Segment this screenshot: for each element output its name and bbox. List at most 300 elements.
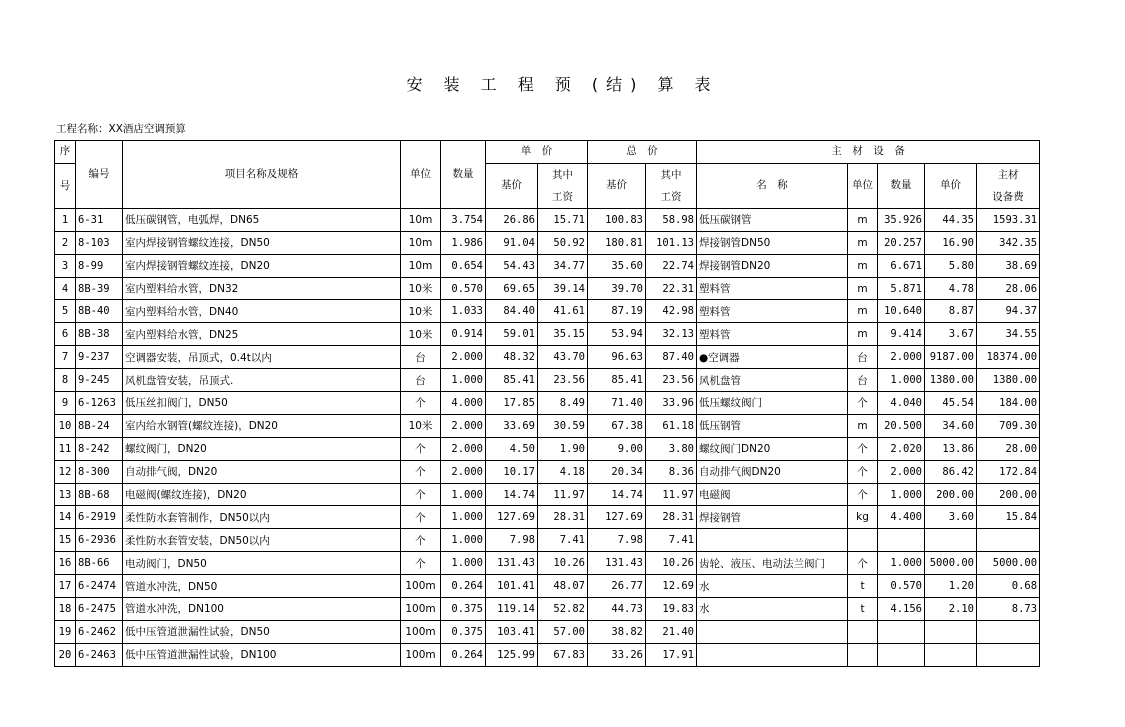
cell-unit-price-labor: 15.71: [538, 208, 588, 231]
table-row: [55, 529, 1040, 552]
cell-material-fee: 1380.00: [977, 369, 1040, 392]
cell-material-unit: m: [848, 208, 878, 231]
header-unit-price: 单 价: [486, 141, 588, 164]
cell-total-price-labor: 21.40: [646, 620, 697, 643]
cell-unit-price-base: 91.04: [486, 231, 538, 254]
cell-unit: 台: [401, 346, 441, 369]
cell-unit: 10米: [401, 323, 441, 346]
cell-material-unit: t: [848, 598, 878, 621]
cell-material-qty: 1.000: [878, 552, 925, 575]
cell-material-price: [925, 620, 977, 643]
cell-code: 6-31: [76, 208, 123, 231]
cell-unit-price-labor: 50.92: [538, 231, 588, 254]
cell-material-fee: 709.30: [977, 414, 1040, 437]
header-total-price-labor-bottom: 工资: [660, 190, 682, 203]
cell-quantity: 0.654: [441, 254, 486, 277]
cell-total-price-labor: 12.69: [646, 575, 697, 598]
cell-item-name: 室内焊接钢管螺纹连接，DN20: [123, 254, 401, 277]
cell-material-unit: 个: [848, 460, 878, 483]
cell-material-qty: 4.400: [878, 506, 925, 529]
cell-item-name: 低压碳钢管，电弧焊，DN65: [123, 208, 401, 231]
cell-unit-price-labor: 43.70: [538, 346, 588, 369]
cell-material-fee: 34.55: [977, 323, 1040, 346]
cell-material-price: 44.35: [925, 208, 977, 231]
cell-item-name: 柔性防水套管安装，DN50以内: [123, 529, 401, 552]
header-material-fee: [977, 163, 1040, 208]
cell-total-price-base: 26.77: [588, 575, 646, 598]
cell-material-qty: 2.000: [878, 346, 925, 369]
cell-total-price-labor: 17.91: [646, 643, 697, 666]
cell-seq: 1: [55, 208, 76, 231]
project-name: 工程名称：XX酒店空调预算: [56, 123, 186, 135]
header-quantity: 数量: [441, 141, 486, 209]
table-row: [55, 552, 1040, 575]
cell-total-price-base: 9.00: [588, 437, 646, 460]
cell-material-fee: 94.37: [977, 300, 1040, 323]
table-row: [55, 323, 1040, 346]
cell-material-unit: m: [848, 277, 878, 300]
cell-unit-price-labor: 41.61: [538, 300, 588, 323]
cell-material-name: 电磁阀: [697, 483, 848, 506]
cell-seq: 11: [55, 437, 76, 460]
cell-item-name: 低中压管道泄漏性试验，DN50: [123, 620, 401, 643]
cell-item-name: 室内焊接钢管螺纹连接，DN50: [123, 231, 401, 254]
cell-material-name: 自动排气阀DN20: [697, 460, 848, 483]
cell-material-fee: 15.84: [977, 506, 1040, 529]
cell-total-price-labor: 22.31: [646, 277, 697, 300]
cell-unit: 100m: [401, 575, 441, 598]
cell-item-name: 室内塑料给水管，DN40: [123, 300, 401, 323]
cell-unit-price-base: 48.32: [486, 346, 538, 369]
cell-item-name: 低中压管道泄漏性试验，DN100: [123, 643, 401, 666]
cell-material-unit: 个: [848, 552, 878, 575]
cell-material-unit: 个: [848, 392, 878, 415]
cell-seq: 6: [55, 323, 76, 346]
cell-material-name: 齿轮、液压、电动法兰阀门: [697, 552, 848, 575]
cell-unit: 100m: [401, 643, 441, 666]
cell-unit-price-labor: 67.83: [538, 643, 588, 666]
cell-material-price: 16.90: [925, 231, 977, 254]
cell-code: 8-99: [76, 254, 123, 277]
header-unit-price-labor: [538, 163, 588, 208]
cell-code: 8B-40: [76, 300, 123, 323]
cell-material-qty: 2.020: [878, 437, 925, 460]
cell-total-price-base: 67.38: [588, 414, 646, 437]
cell-total-price-labor: 10.26: [646, 552, 697, 575]
cell-quantity: 2.000: [441, 437, 486, 460]
cell-material-name: ●空调器: [697, 346, 848, 369]
cell-material-price: 8.87: [925, 300, 977, 323]
table-row: [55, 277, 1040, 300]
cell-material-name: [697, 643, 848, 666]
cell-unit-price-base: 119.14: [486, 598, 538, 621]
cell-unit-price-base: 14.74: [486, 483, 538, 506]
table-row: [55, 506, 1040, 529]
cell-material-unit: 台: [848, 346, 878, 369]
table-row: [55, 437, 1040, 460]
cell-unit-price-base: 26.86: [486, 208, 538, 231]
cell-material-fee: 8.73: [977, 598, 1040, 621]
cell-total-price-base: 53.94: [588, 323, 646, 346]
header-seq-bottom: 号: [55, 163, 76, 208]
cell-material-qty: 6.671: [878, 254, 925, 277]
table-row: [55, 300, 1040, 323]
cell-quantity: 0.375: [441, 620, 486, 643]
table-row: [55, 231, 1040, 254]
cell-material-fee: 1593.31: [977, 208, 1040, 231]
cell-unit-price-labor: 23.56: [538, 369, 588, 392]
cell-quantity: 2.000: [441, 460, 486, 483]
cell-unit-price-labor: 57.00: [538, 620, 588, 643]
cell-item-name: 电动阀门，DN50: [123, 552, 401, 575]
cell-code: 6-2474: [76, 575, 123, 598]
cell-total-price-labor: 3.80: [646, 437, 697, 460]
cell-unit-price-base: 131.43: [486, 552, 538, 575]
cell-material-unit: m: [848, 231, 878, 254]
cell-code: 9-237: [76, 346, 123, 369]
header-row-1: [55, 141, 1040, 164]
cell-material-fee: 0.68: [977, 575, 1040, 598]
cell-quantity: 2.000: [441, 414, 486, 437]
cell-seq: 19: [55, 620, 76, 643]
cell-material-fee: 28.00: [977, 437, 1040, 460]
cell-material-price: 4.78: [925, 277, 977, 300]
cell-total-price-base: 35.60: [588, 254, 646, 277]
cell-unit: 100m: [401, 598, 441, 621]
cell-material-name: 水: [697, 575, 848, 598]
cell-material-qty: 1.000: [878, 483, 925, 506]
cell-quantity: 4.000: [441, 392, 486, 415]
cell-material-qty: 35.926: [878, 208, 925, 231]
cell-material-fee: 5000.00: [977, 552, 1040, 575]
cell-material-qty: 0.570: [878, 575, 925, 598]
cell-material-qty: [878, 643, 925, 666]
table-row: [55, 620, 1040, 643]
cell-unit-price-base: 59.01: [486, 323, 538, 346]
cell-material-price: 86.42: [925, 460, 977, 483]
cell-material-price: 1380.00: [925, 369, 977, 392]
cell-seq: 2: [55, 231, 76, 254]
cell-quantity: 1.000: [441, 483, 486, 506]
cell-material-qty: 10.640: [878, 300, 925, 323]
cell-material-qty: 20.500: [878, 414, 925, 437]
cell-material-fee: 172.84: [977, 460, 1040, 483]
cell-material-unit: m: [848, 300, 878, 323]
cell-unit: 10米: [401, 414, 441, 437]
header-total-price-base: 基价: [588, 163, 646, 208]
cell-seq: 8: [55, 369, 76, 392]
cell-unit: 个: [401, 552, 441, 575]
table-row: [55, 643, 1040, 666]
header-total-price: 总 价: [588, 141, 697, 164]
cell-unit: 10米: [401, 277, 441, 300]
cell-material-unit: kg: [848, 506, 878, 529]
table-row: [55, 392, 1040, 415]
cell-unit: 10m: [401, 231, 441, 254]
cell-code: 8-103: [76, 231, 123, 254]
cell-seq: 5: [55, 300, 76, 323]
cell-unit-price-labor: 35.15: [538, 323, 588, 346]
cell-total-price-labor: 11.97: [646, 483, 697, 506]
cell-code: 9-245: [76, 369, 123, 392]
cell-unit: 10m: [401, 208, 441, 231]
cell-unit-price-labor: 34.77: [538, 254, 588, 277]
header-unit: 单位: [401, 141, 441, 209]
header-material-price: 单价: [925, 163, 977, 208]
cell-unit-price-labor: 52.82: [538, 598, 588, 621]
header-material-name: 名 称: [697, 163, 848, 208]
cell-quantity: 1.000: [441, 506, 486, 529]
cell-unit: 个: [401, 529, 441, 552]
cell-total-price-labor: 33.96: [646, 392, 697, 415]
cell-material-unit: m: [848, 254, 878, 277]
cell-material-name: 塑料管: [697, 277, 848, 300]
cell-material-name: 低压碳钢管: [697, 208, 848, 231]
cell-unit: 个: [401, 392, 441, 415]
cell-material-unit: 个: [848, 483, 878, 506]
header-total-price-labor-top: 其中: [660, 168, 682, 181]
cell-material-fee: 200.00: [977, 483, 1040, 506]
cell-item-name: 低压丝扣阀门，DN50: [123, 392, 401, 415]
header-item-name: 项目名称及规格: [123, 141, 401, 209]
cell-unit-price-labor: 30.59: [538, 414, 588, 437]
header-material-unit: 单位: [848, 163, 878, 208]
cell-code: 6-2936: [76, 529, 123, 552]
table-body: [55, 208, 1040, 666]
table-row: [55, 254, 1040, 277]
cell-total-price-labor: 8.36: [646, 460, 697, 483]
table-row: [55, 414, 1040, 437]
cell-material-unit: t: [848, 575, 878, 598]
cell-code: 8-242: [76, 437, 123, 460]
header-material-qty: 数量: [878, 163, 925, 208]
cell-code: 8B-66: [76, 552, 123, 575]
cell-unit-price-base: 127.69: [486, 506, 538, 529]
cell-item-name: 管道水冲洗，DN100: [123, 598, 401, 621]
cell-quantity: 1.986: [441, 231, 486, 254]
cell-material-name: 焊接钢管DN50: [697, 231, 848, 254]
cell-unit-price-labor: 10.26: [538, 552, 588, 575]
cell-total-price-base: 14.74: [588, 483, 646, 506]
cell-material-qty: 9.414: [878, 323, 925, 346]
cell-item-name: 柔性防水套管制作，DN50以内: [123, 506, 401, 529]
cell-material-price: 3.60: [925, 506, 977, 529]
cell-material-qty: [878, 529, 925, 552]
header-unit-price-labor-top: 其中: [552, 168, 573, 181]
cell-total-price-base: 100.83: [588, 208, 646, 231]
cell-unit-price-base: 84.40: [486, 300, 538, 323]
cell-total-price-base: 38.82: [588, 620, 646, 643]
cell-total-price-labor: 7.41: [646, 529, 697, 552]
cell-material-fee: 38.69: [977, 254, 1040, 277]
table-row: [55, 208, 1040, 231]
cell-material-fee: 28.06: [977, 277, 1040, 300]
cell-unit-price-labor: 39.14: [538, 277, 588, 300]
cell-material-fee: 342.35: [977, 231, 1040, 254]
cell-total-price-base: 127.69: [588, 506, 646, 529]
table-row: [55, 575, 1040, 598]
cell-seq: 4: [55, 277, 76, 300]
cell-item-name: 室内塑料给水管，DN25: [123, 323, 401, 346]
cell-material-price: 45.54: [925, 392, 977, 415]
cell-quantity: 0.375: [441, 598, 486, 621]
cell-material-qty: 20.257: [878, 231, 925, 254]
cell-material-fee: [977, 529, 1040, 552]
cell-quantity: 2.000: [441, 346, 486, 369]
cell-seq: 16: [55, 552, 76, 575]
cell-material-name: [697, 620, 848, 643]
cell-total-price-base: 20.34: [588, 460, 646, 483]
cell-item-name: 电磁阀(螺纹连接)，DN20: [123, 483, 401, 506]
cell-quantity: 1.033: [441, 300, 486, 323]
cell-material-unit: m: [848, 323, 878, 346]
cell-seq: 14: [55, 506, 76, 529]
cell-unit: 个: [401, 483, 441, 506]
cell-material-name: [697, 529, 848, 552]
cell-unit-price-labor: 48.07: [538, 575, 588, 598]
cell-quantity: 0.264: [441, 643, 486, 666]
cell-item-name: 风机盘管安装，吊顶式.: [123, 369, 401, 392]
cell-item-name: 管道水冲洗，DN50: [123, 575, 401, 598]
cell-material-qty: 2.000: [878, 460, 925, 483]
cell-unit-price-base: 54.43: [486, 254, 538, 277]
table-row: [55, 460, 1040, 483]
cell-seq: 9: [55, 392, 76, 415]
cell-code: 6-2462: [76, 620, 123, 643]
cell-material-fee: 18374.00: [977, 346, 1040, 369]
cell-material-price: 1.20: [925, 575, 977, 598]
cell-material-price: 2.10: [925, 598, 977, 621]
cell-unit-price-labor: 11.97: [538, 483, 588, 506]
cell-unit-price-base: 10.17: [486, 460, 538, 483]
cell-quantity: 1.000: [441, 369, 486, 392]
header-material-fee-top: 主材: [997, 168, 1019, 181]
cell-unit: 10m: [401, 254, 441, 277]
cell-unit-price-labor: 1.90: [538, 437, 588, 460]
cell-total-price-labor: 22.74: [646, 254, 697, 277]
cell-total-price-labor: 42.98: [646, 300, 697, 323]
cell-material-unit: [848, 529, 878, 552]
cell-code: 6-1263: [76, 392, 123, 415]
cell-material-price: [925, 529, 977, 552]
cell-total-price-labor: 58.98: [646, 208, 697, 231]
cell-seq: 10: [55, 414, 76, 437]
cell-material-name: 低压钢管: [697, 414, 848, 437]
cell-seq: 7: [55, 346, 76, 369]
table-row: [55, 598, 1040, 621]
cell-total-price-labor: 101.13: [646, 231, 697, 254]
cell-code: 6-2475: [76, 598, 123, 621]
cell-total-price-base: 7.98: [588, 529, 646, 552]
cell-unit-price-base: 103.41: [486, 620, 538, 643]
cell-code: 8B-68: [76, 483, 123, 506]
cell-unit-price-base: 33.69: [486, 414, 538, 437]
cell-material-name: 水: [697, 598, 848, 621]
table-row: [55, 346, 1040, 369]
cell-material-unit: 个: [848, 437, 878, 460]
cell-unit-price-labor: 8.49: [538, 392, 588, 415]
cell-material-price: 5000.00: [925, 552, 977, 575]
cell-item-name: 螺纹阀门，DN20: [123, 437, 401, 460]
cell-total-price-base: 87.19: [588, 300, 646, 323]
header-material: 主 材 设 备: [697, 141, 1040, 164]
cell-material-price: 34.60: [925, 414, 977, 437]
cell-material-unit: [848, 643, 878, 666]
cell-quantity: 0.570: [441, 277, 486, 300]
cell-material-price: 3.67: [925, 323, 977, 346]
cell-unit-price-labor: 7.41: [538, 529, 588, 552]
cell-unit-price-labor: 4.18: [538, 460, 588, 483]
header-material-fee-bottom: 设备费: [992, 190, 1024, 203]
cell-item-name: 室内塑料给水管，DN32: [123, 277, 401, 300]
cell-material-qty: [878, 620, 925, 643]
header-unit-price-labor-bottom: 工资: [552, 190, 573, 203]
cell-material-name: 焊接钢管: [697, 506, 848, 529]
cell-unit: 台: [401, 369, 441, 392]
cell-material-qty: 4.156: [878, 598, 925, 621]
cell-material-unit: [848, 620, 878, 643]
cell-material-fee: 184.00: [977, 392, 1040, 415]
cell-material-name: 塑料管: [697, 323, 848, 346]
cell-unit-price-base: 7.98: [486, 529, 538, 552]
cell-seq: 3: [55, 254, 76, 277]
cell-material-price: 200.00: [925, 483, 977, 506]
cell-quantity: 1.000: [441, 529, 486, 552]
cell-quantity: 0.264: [441, 575, 486, 598]
cell-unit-price-base: 125.99: [486, 643, 538, 666]
cell-total-price-labor: 61.18: [646, 414, 697, 437]
estimate-table: [54, 140, 1040, 667]
cell-material-price: 5.80: [925, 254, 977, 277]
cell-material-qty: 5.871: [878, 277, 925, 300]
cell-unit: 个: [401, 460, 441, 483]
cell-unit-price-base: 69.65: [486, 277, 538, 300]
cell-item-name: 室内给水钢管(螺纹连接)，DN20: [123, 414, 401, 437]
cell-total-price-base: 71.40: [588, 392, 646, 415]
cell-unit: 个: [401, 437, 441, 460]
cell-total-price-base: 131.43: [588, 552, 646, 575]
cell-material-name: 焊接钢管DN20: [697, 254, 848, 277]
cell-unit: 10米: [401, 300, 441, 323]
cell-code: 8B-24: [76, 414, 123, 437]
cell-total-price-base: 85.41: [588, 369, 646, 392]
cell-seq: 17: [55, 575, 76, 598]
cell-material-name: 低压螺纹阀门: [697, 392, 848, 415]
cell-total-price-base: 33.26: [588, 643, 646, 666]
cell-material-unit: 台: [848, 369, 878, 392]
cell-total-price-base: 44.73: [588, 598, 646, 621]
cell-material-qty: 4.040: [878, 392, 925, 415]
cell-material-name: 塑料管: [697, 300, 848, 323]
cell-quantity: 1.000: [441, 552, 486, 575]
cell-item-name: 自动排气阀，DN20: [123, 460, 401, 483]
cell-unit-price-base: 17.85: [486, 392, 538, 415]
cell-seq: 13: [55, 483, 76, 506]
cell-seq: 20: [55, 643, 76, 666]
cell-material-name: 螺纹阀门DN20: [697, 437, 848, 460]
cell-unit-price-base: 85.41: [486, 369, 538, 392]
cell-total-price-labor: 28.31: [646, 506, 697, 529]
cell-seq: 18: [55, 598, 76, 621]
page-title: 安 装 工 程 预 (结) 算 表: [406, 75, 719, 94]
table-row: [55, 483, 1040, 506]
header-total-price-labor: [646, 163, 697, 208]
cell-material-qty: 1.000: [878, 369, 925, 392]
cell-material-price: [925, 643, 977, 666]
cell-total-price-labor: 23.56: [646, 369, 697, 392]
cell-quantity: 3.754: [441, 208, 486, 231]
cell-unit: 100m: [401, 620, 441, 643]
